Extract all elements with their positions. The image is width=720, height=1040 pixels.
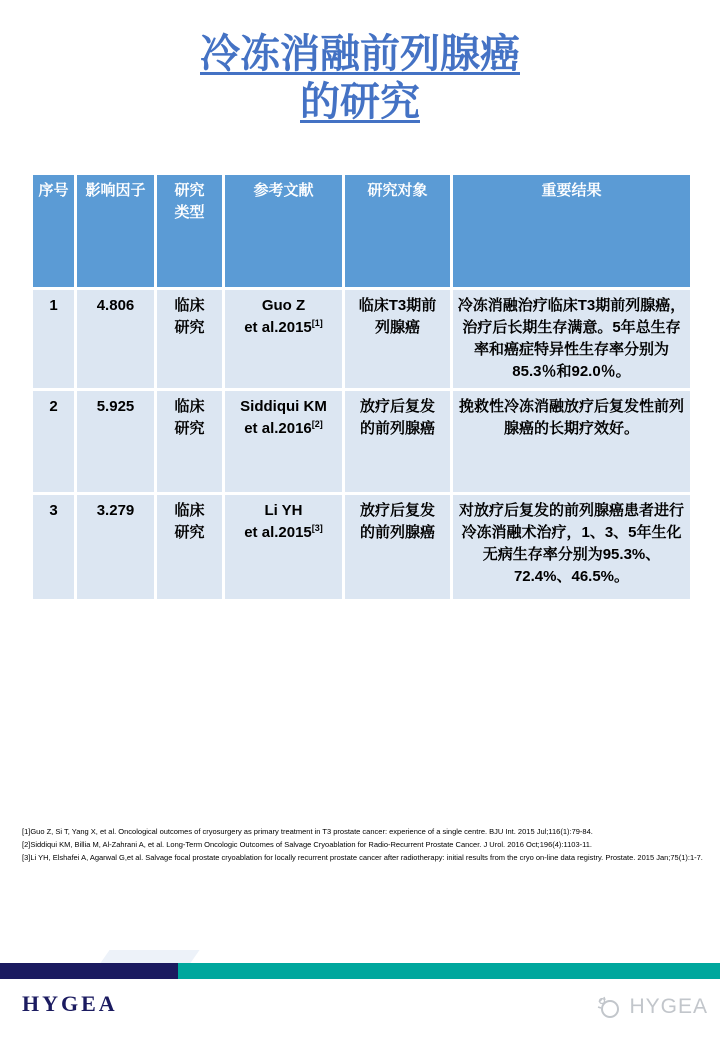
cell-key-result: 对放疗后复发的前列腺癌患者进行冷冻消融术治疗，1、3、5年生化无病生存率分别为95.3%、72.4%、46.5%。 <box>452 494 692 601</box>
cell-impact-factor: 5.925 <box>76 390 156 494</box>
footer-bar <box>0 963 720 979</box>
header-key-result: 重要结果 <box>452 174 692 289</box>
cell-subject: 放疗后复发的前列腺癌 <box>344 390 452 494</box>
cell-impact-factor: 4.806 <box>76 289 156 390</box>
page-title-line2: 的研究 <box>300 80 420 124</box>
reference-citation-mark: [3] <box>311 523 323 533</box>
cell-key-result: 挽救性冷冻消融放疗后复发性前列腺癌的长期疗效好。 <box>452 390 692 494</box>
table-row <box>32 494 692 601</box>
cell-serial: 2 <box>32 390 76 494</box>
cell-subject: 放疗后复发的前列腺癌 <box>344 494 452 601</box>
footnote-list <box>22 825 712 864</box>
footer-bar-navy-segment <box>0 963 178 979</box>
header-impact-factor: 影响因子 <box>76 174 156 289</box>
cell-serial: 1 <box>32 289 76 390</box>
reference-year: et al.2015 <box>244 524 312 541</box>
footnote-3: [3]Li YH, Elshafei A, Agarwal G,et al. Salvage focal prostate cryoablation for locally recurrent prostate cancer after radiotherapy: initial results from the cryo on-line data registry. Prostate. 2015 Jan;75(1):1-7. <box>22 853 703 862</box>
footnote-2: [2]Siddiqui KM, Billia M, Al-Zahrani A, et al. Long-Term Oncologic Outcomes of Salvage Cryoablation for Radio-Recurrent Prostate Cancer. J Urol. 2016 Oct;196(4):1103-11. <box>22 840 592 849</box>
reference-citation-mark: [1] <box>311 318 323 328</box>
cell-study-type: 临床研究 <box>156 390 224 494</box>
page-title-line1: 冷冻消融前列腺癌 <box>200 32 520 76</box>
header-serial: 序号 <box>32 174 76 289</box>
reference-author: Li YH <box>264 502 303 519</box>
cell-study-type: 临床研究 <box>156 289 224 390</box>
table-row <box>32 390 692 494</box>
footer-bar-teal-segment <box>178 963 720 979</box>
header-study-type: 研究类型 <box>156 174 224 289</box>
header-subject: 研究对象 <box>344 174 452 289</box>
footer-accent-shape <box>100 950 199 963</box>
table-row <box>32 289 692 390</box>
cell-study-type: 临床研究 <box>156 494 224 601</box>
reference-author: Siddiqui KM <box>240 398 327 415</box>
footnote-1: [1]Guo Z, Si T, Yang X, et al. Oncological outcomes of cryosurgery as primary treatment in T3 prostate cancer: experience of a single centre. BJU Int. 2015 Jul;116(1):79-84. <box>22 827 593 836</box>
cell-subject: 临床T3期前列腺癌 <box>344 289 452 390</box>
hygea-watermark-text: HYGEA <box>629 995 708 1018</box>
table-header-row <box>32 174 692 289</box>
cell-impact-factor: 3.279 <box>76 494 156 601</box>
reference-citation-mark: [2] <box>311 419 323 429</box>
reference-year: et al.2015 <box>244 319 312 336</box>
header-reference: 参考文献 <box>224 174 344 289</box>
reference-year: et al.2016 <box>244 420 312 437</box>
cell-reference <box>224 390 344 494</box>
study-table <box>30 172 693 602</box>
cell-key-result: 冷冻消融治疗临床T3期前列腺癌，治疗后长期生存满意。5年总生存率和癌症特异性生存率分别为85.3％和92.0％。 <box>452 289 692 390</box>
hygea-watermark-icon <box>595 993 623 1021</box>
hygea-watermark <box>595 993 708 1021</box>
page-title <box>0 30 720 126</box>
cell-serial: 3 <box>32 494 76 601</box>
cell-reference <box>224 494 344 601</box>
reference-author: Guo Z <box>261 297 306 314</box>
cell-reference <box>224 289 344 390</box>
hygea-logo-text: HYGEA <box>22 991 118 1016</box>
